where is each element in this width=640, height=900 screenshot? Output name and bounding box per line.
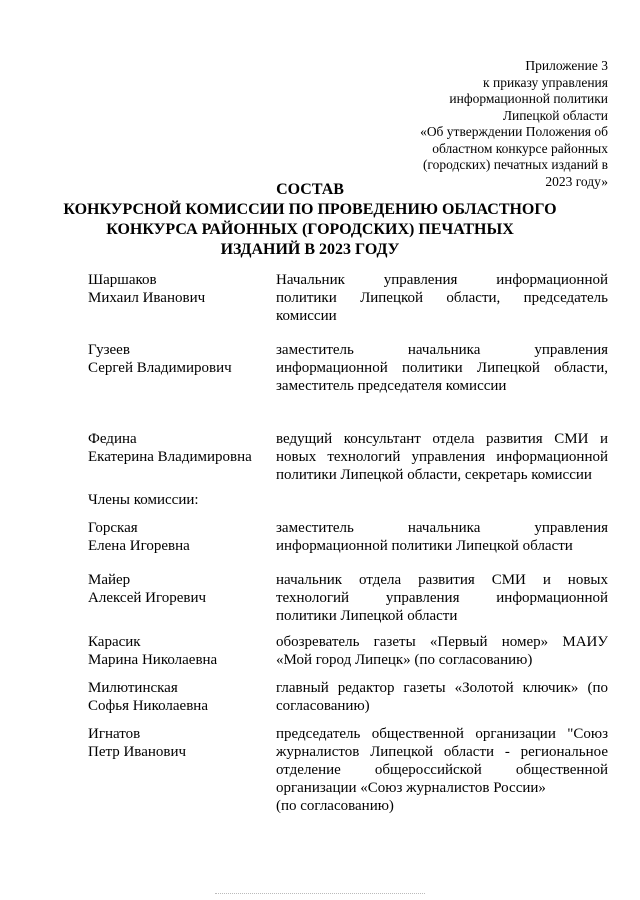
person-role: [276, 725, 608, 815]
person-role: [276, 633, 608, 669]
person-name: [88, 271, 268, 307]
role-line: организации «Союз журналистов России»: [276, 780, 546, 796]
role-line: информационной политики Липецкой области: [276, 538, 573, 554]
appendix-line: областном конкурсе районных: [432, 140, 608, 156]
role-line: обозреватель газеты «Первый номер» МАИУ: [276, 634, 608, 650]
person-name: [88, 341, 268, 377]
role-line: (по согласованию): [276, 798, 394, 814]
person-name: [88, 571, 268, 607]
surname: Карасик: [88, 634, 141, 650]
appendix-line: «Об утверждении Положения об: [420, 124, 608, 139]
members-heading: Члены комиссии:: [88, 492, 199, 508]
role-line: заместитель председателя комиссии: [276, 378, 507, 394]
page-edge-mark: [215, 893, 425, 896]
given-names: Елена Игоревна: [88, 538, 190, 554]
appendix-line: (городских) печатных изданий в: [422, 157, 608, 172]
role-line: Начальник управления информационной: [276, 272, 608, 288]
role-line: председатель общественной организации "Союз: [276, 726, 608, 742]
role-line: политики Липецкой области, председатель: [276, 290, 608, 306]
role-line: комиссии: [276, 308, 337, 324]
role-line: информационной политики Липецкой области,: [276, 360, 608, 376]
person-name: [88, 725, 268, 761]
given-names: Петр Иванович: [88, 744, 187, 760]
title-line: ИЗДАНИЙ В 2023 ГОДУ: [220, 241, 400, 258]
role-line: согласованию): [276, 698, 370, 714]
appendix-line: Липецкой области: [502, 107, 608, 123]
given-names: Марина Николаевна: [88, 652, 218, 668]
given-names: Екатерина Владимировна: [88, 449, 252, 465]
given-names: Михаил Иванович: [88, 290, 206, 306]
appendix-line: 2023 году»: [545, 173, 608, 189]
title-line: КОНКУРСНОЙ КОМИССИИ ПО ПРОВЕДЕНИЮ ОБЛАСТНОГО: [63, 201, 557, 218]
role-line: политики Липецкой области: [276, 608, 458, 624]
role-line: заместитель начальника управления: [276, 342, 608, 358]
role-line: политики Липецкой области, секретарь комиссии: [276, 467, 592, 483]
role-line: новых технологий управления информационной: [276, 449, 608, 465]
surname: Милютинская: [88, 680, 178, 696]
title-line: СОСТАВ: [276, 181, 344, 198]
person-role: [276, 519, 608, 555]
person-role: [276, 679, 608, 715]
role-line: технологий управления информационной: [276, 590, 608, 606]
surname: Шаршаков: [88, 272, 157, 288]
appendix-line: Приложение 3: [525, 58, 608, 73]
role-line: начальник отдела развития СМИ и новых: [276, 572, 608, 588]
person-name: [88, 633, 268, 669]
surname: Игнатов: [88, 726, 141, 742]
given-names: Сергей Владимирович: [88, 360, 232, 376]
person-role: [276, 571, 608, 625]
person-role: [276, 271, 608, 325]
appendix-line: к приказу управления: [483, 74, 608, 90]
role-line: главный редактор газеты «Золотой ключик» (по: [276, 680, 608, 696]
person-name: [88, 679, 268, 715]
role-line: «Мой город Липецк» (по согласованию): [276, 652, 533, 668]
role-line: заместитель начальника управления: [276, 520, 608, 536]
person-name: [88, 519, 268, 555]
person-role: [276, 430, 608, 484]
surname: Федина: [88, 431, 137, 447]
role-line: журналистов Липецкой области - региональное: [276, 744, 608, 760]
appendix-header: [408, 58, 608, 190]
role-line: ведущий консультант отдела развития СМИ и: [276, 431, 608, 447]
role-line: отделение общероссийской общественной: [276, 762, 608, 778]
appendix-line: информационной политики: [449, 91, 608, 106]
document-title: [60, 180, 560, 260]
surname: Гузеев: [88, 342, 130, 358]
person-name: [88, 430, 268, 466]
given-names: Софья Николаевна: [88, 698, 208, 714]
given-names: Алексей Игоревич: [88, 590, 207, 606]
surname: Майер: [88, 572, 131, 588]
title-line: КОНКУРСА РАЙОННЫХ (ГОРОДСКИХ) ПЕЧАТНЫХ: [106, 221, 514, 238]
person-role: [276, 341, 608, 395]
surname: Горская: [88, 520, 138, 536]
